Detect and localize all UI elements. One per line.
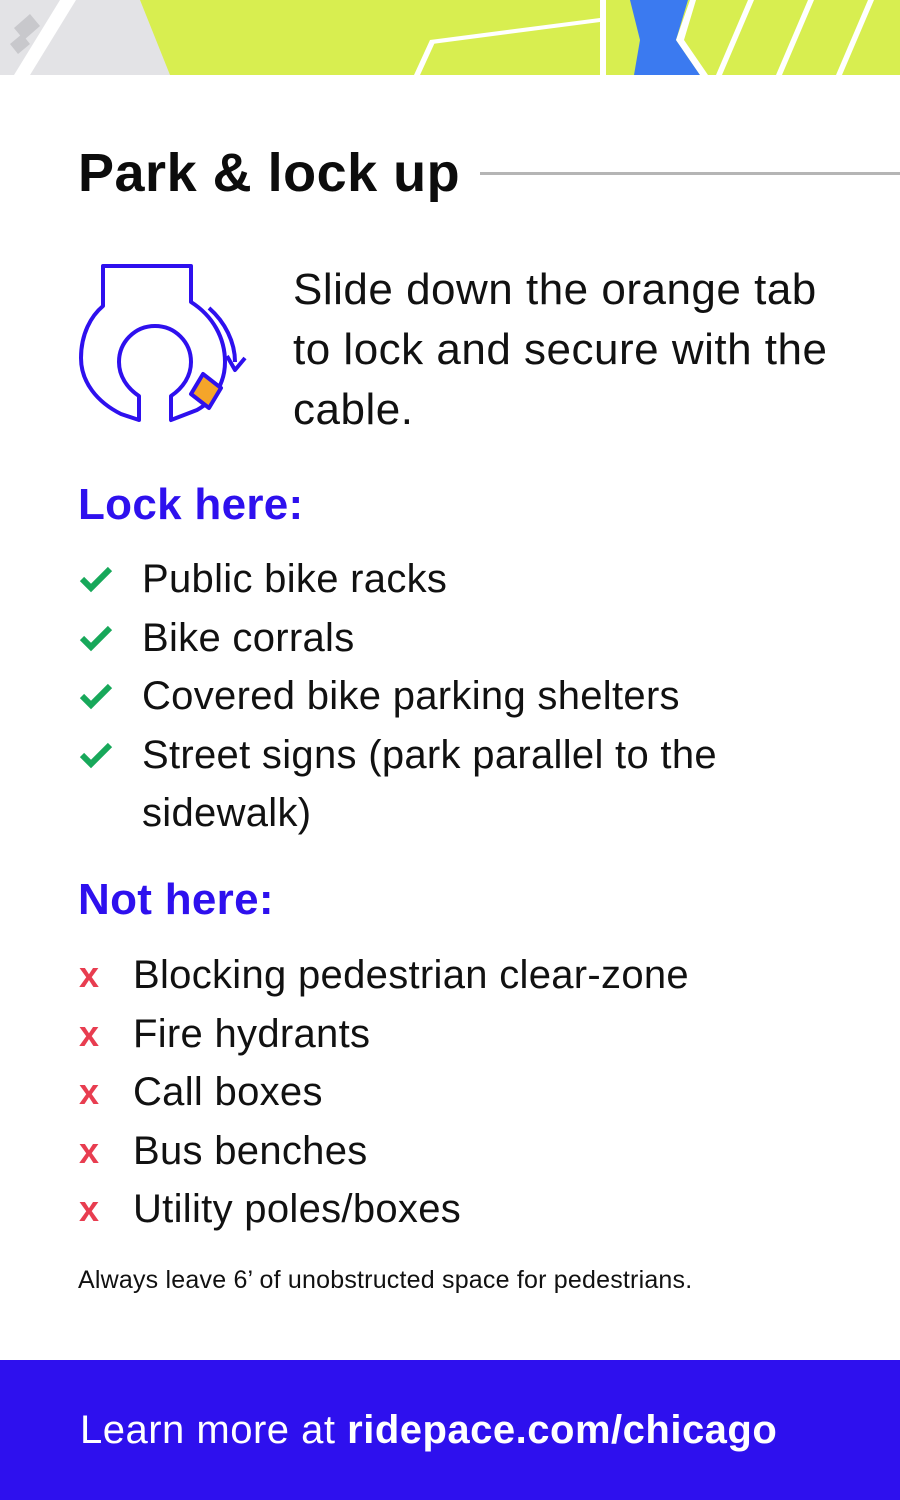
instruction-block	[75, 258, 865, 438]
list-item	[78, 1122, 858, 1181]
x-icon: x	[79, 1012, 100, 1054]
list-item-text: Fire hydrants	[133, 1011, 371, 1056]
title-divider	[480, 172, 900, 175]
footer-text	[80, 1408, 777, 1453]
list-item	[78, 550, 838, 609]
check-icon	[78, 681, 114, 711]
lock-here-list	[78, 550, 838, 843]
list-item-text: Call boxes	[133, 1070, 323, 1114]
not-here-heading: Not here:	[78, 875, 274, 924]
list-item-text: Utility poles/boxes	[133, 1187, 462, 1231]
list-item-text: Bike corrals	[142, 615, 355, 660]
list-item	[78, 946, 858, 1005]
map-banner	[0, 0, 900, 75]
page-title: Park & lock up	[78, 143, 461, 203]
check-icon	[78, 623, 114, 653]
map-illustration	[0, 0, 900, 75]
learn-more-link[interactable]: ridepace.com/chicago	[347, 1407, 778, 1452]
list-item	[78, 667, 838, 726]
list-item-text: Street signs (park parallel to the sidewalk)	[142, 732, 717, 835]
list-item	[78, 726, 838, 843]
check-icon	[78, 740, 114, 770]
list-item	[78, 1005, 858, 1064]
list-item	[78, 1180, 858, 1239]
list-item-text: Blocking pedestrian clear-zone	[133, 953, 689, 997]
list-item-text: Bus benches	[133, 1128, 368, 1173]
not-here-list	[78, 946, 858, 1239]
list-item-text: Covered bike parking shelters	[142, 674, 680, 718]
list-item-text: Public bike racks	[142, 557, 448, 601]
x-icon: x	[79, 1188, 100, 1229]
x-icon: x	[79, 954, 100, 995]
footer-banner	[0, 1360, 900, 1500]
title-row	[78, 138, 900, 208]
list-item	[78, 1063, 858, 1122]
bike-lock-icon	[75, 258, 250, 428]
lock-here-heading: Lock here:	[78, 480, 304, 529]
list-item	[78, 609, 838, 668]
pedestrian-note: Always leave 6’ of unobstructed space for pedestrians.	[78, 1266, 693, 1294]
check-icon	[78, 564, 114, 594]
instruction-text: Slide down the orange tab to lock and secure with the cable.	[293, 265, 828, 434]
footer-prefix: Learn more at	[80, 1407, 348, 1452]
x-icon: x	[79, 1129, 100, 1171]
x-icon: x	[79, 1071, 100, 1112]
